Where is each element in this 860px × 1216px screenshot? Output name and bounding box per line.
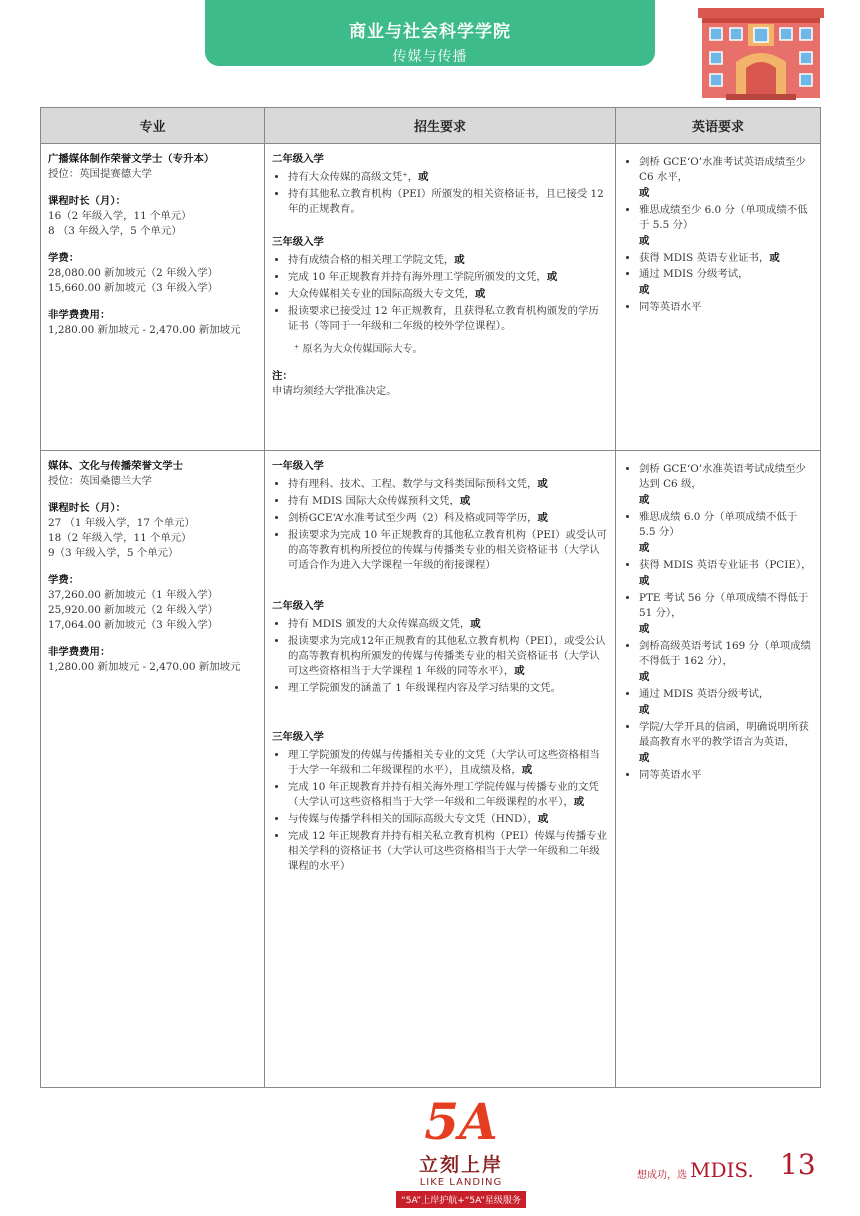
list-item: • 与传媒与传播学科相关的国际高级大专文凭（HND），或 xyxy=(288,812,608,827)
footnote: ⁺ 原名为大众传媒国际大专。 xyxy=(294,344,423,355)
program-name: 广播媒体制作荣誉文学士（专升本） xyxy=(48,153,215,165)
fee-line: 37,260.00 新加坡元（1 年级入学） xyxy=(48,589,219,601)
duration-line: 27 （1 年级入学，17 个单元） xyxy=(48,517,195,529)
fee-label: 学费： xyxy=(48,574,80,586)
nontuition-label: 非学费费用： xyxy=(48,646,111,658)
list-item: • 理工学院颁发的传媒与传播相关专业的文凭（大学认可这些资格相当于大学一年级和二年级课程的水平），且成绩及格，或 xyxy=(288,748,608,778)
list-item: • 剑桥GCE‘A’水准考试至少两（2）科及格或同等学历，或 xyxy=(288,511,608,526)
list-item: • 剑桥 GCE‘O’水准英语考试成绩至少达到 C6 级， 或 xyxy=(639,462,813,508)
fee-line: 25,920.00 新加坡元（2 年级入学） xyxy=(48,604,219,616)
admission-section-heading: 二年级入学 xyxy=(272,600,324,612)
school-building-icon xyxy=(696,4,826,100)
list-item: • 剑桥高级英语考试 169 分（单项成绩不得低于 162 分）， 或 xyxy=(639,639,813,685)
like-landing-logo xyxy=(396,1094,526,1216)
admission-section-heading: 三年级入学 xyxy=(272,236,324,248)
list-item: • 学院/大学开具的信函，明确说明所获最高教育水平的教学语言为英语， 或 xyxy=(639,720,813,766)
list-item: • 报读要求已接受过 12 年正规教育，且获得私立教育机构颁发的学历证书（等同于一年级和二年级的校外学位课程）。 xyxy=(288,304,608,334)
logo-english: LIKE LANDING xyxy=(419,1177,503,1188)
table-row xyxy=(41,451,821,1088)
program-name: 媒体、文化与传播荣誉文学士 xyxy=(48,460,184,472)
admission-list xyxy=(272,748,608,874)
list-item: • 持有理科、技术、工程、数学与文科类国际预科文凭，或 xyxy=(288,477,608,492)
table-row xyxy=(41,144,821,451)
list-item: • 持有其他私立教育机构（PEI）所颁发的相关资格证书，且已接受 12 年的正规教育。 xyxy=(288,187,608,217)
logo-chinese: 立刻上岸 xyxy=(418,1154,503,1176)
list-item: • 获得 MDIS 英语专业证书（PCIE）， 或 xyxy=(639,558,813,589)
column-header-english: 英语要求 xyxy=(616,108,821,144)
list-item: • 雅思成绩至少 6.0 分（单项成绩不低于 5.5 分） 或 xyxy=(639,203,813,249)
note-text: 申请均须经大学批准决定。 xyxy=(272,385,397,397)
school-title: 商业与社会科学学院 xyxy=(349,22,511,42)
admission-section-heading: 三年级入学 xyxy=(272,731,324,743)
duration-label: 课程时长（月）： xyxy=(48,195,126,207)
column-header-program: 专业 xyxy=(41,108,265,144)
header-banner xyxy=(205,0,655,66)
duration-line: 9（3 年级入学，5 个单元） xyxy=(48,547,179,559)
awarding-university: 授位：英国提赛德大学 xyxy=(48,168,152,180)
admission-section-heading: 二年级入学 xyxy=(272,153,324,165)
list-item: • 报读要求为完成12年正规教育的其他私立教育机构（PEI），或受公认的高等教育机构所颁发的传媒与传播类专业的相关资格证书（大学认可这些资格相当于大学课程 1 年级的同等水平），或 xyxy=(288,634,608,679)
nontuition-fee: 1,280.00 新加坡元 - 2,470.00 新加坡元 xyxy=(48,324,241,336)
duration-label: 课程时长（月）： xyxy=(48,502,126,514)
english-list xyxy=(623,155,813,315)
nontuition-fee: 1,280.00 新加坡元 - 2,470.00 新加坡元 xyxy=(48,661,241,673)
list-item: • 报读要求为完成 10 年正规教育的其他私立教育机构（PEI）或受认可的高等教育机构所授位的传媒与传播类专业的相关资格证书（大学认可适合作为进入大学课程一年级的衔接课程） xyxy=(288,528,608,573)
fee-label: 学费： xyxy=(48,252,80,264)
admission-list xyxy=(272,253,608,334)
program-table xyxy=(40,107,821,1088)
program-cell xyxy=(41,144,265,451)
logo-tagline: “5A”上岸护航+“5A”星级服务 xyxy=(396,1191,526,1208)
list-item: • 大众传媒相关专业的国际高级大专文凭，或 xyxy=(288,287,608,302)
list-item: • PTE 考试 56 分（单项成绩不得低于 51 分）， 或 xyxy=(639,591,813,637)
awarding-university: 授位：英国桑德兰大学 xyxy=(48,475,152,487)
english-list xyxy=(623,462,813,783)
brand-name: MDIS. xyxy=(690,1158,754,1182)
list-item: • 持有大众传媒的高级文凭⁺，或 xyxy=(288,170,608,185)
admission-list xyxy=(272,477,608,573)
fee-line: 17,064.00 新加坡元（3 年级入学） xyxy=(48,619,219,631)
duration-line: 16（2 年级入学，11 个单元） xyxy=(48,210,192,222)
logo-mark: 5A xyxy=(424,1092,498,1151)
admission-list xyxy=(272,170,608,217)
admission-section-heading: 一年级入学 xyxy=(272,460,324,472)
list-item: • 完成 10 年正规教育并持有海外理工学院所颁发的文凭，或 xyxy=(288,270,608,285)
list-item: • 雅思成绩 6.0 分（单项成绩不低于 5.5 分） 或 xyxy=(639,510,813,556)
admission-cell xyxy=(265,451,616,1088)
column-header-admission: 招生要求 xyxy=(265,108,616,144)
duration-line: 18（2 年级入学，11 个单元） xyxy=(48,532,192,544)
list-item: • 获得 MDIS 英语专业证书，或 xyxy=(639,251,813,266)
list-item: • 完成 12 年正规教育并持有相关私立教育机构（PEI）传媒与传播专业相关学科的资格证书（大学认可这些资格相当于大学一年级和二年级课程的水平） xyxy=(288,829,608,874)
list-item: • 持有 MDIS 颁发的大众传媒高级文凭，或 xyxy=(288,617,608,632)
admission-list xyxy=(272,617,608,696)
subject-subtitle: 传媒与传播 xyxy=(392,49,468,65)
list-item: • 持有成绩合格的相关理工学院文凭，或 xyxy=(288,253,608,268)
fee-line: 28,080.00 新加坡元（2 年级入学） xyxy=(48,267,219,279)
duration-line: 8 （3 年级入学，5 个单元） xyxy=(48,225,182,237)
table-header-row xyxy=(41,108,821,144)
list-item: • 通过 MDIS 分级考试， 或 xyxy=(639,267,813,298)
list-item: • 剑桥 GCE‘O’水准考试英语成绩至少 C6 水平， 或 xyxy=(639,155,813,201)
english-cell xyxy=(616,144,821,451)
list-item: • 通过 MDIS 英语分级考试， 或 xyxy=(639,687,813,718)
footer-slogan: 想成功，选 xyxy=(637,1170,687,1181)
list-item: • 同等英语水平 xyxy=(639,300,813,315)
list-item: • 理工学院颁发的涵盖了 1 年级课程内容及学习结果的文凭。 xyxy=(288,681,608,696)
admission-cell xyxy=(265,144,616,451)
list-item: • 完成 10 年正规教育并持有相关海外理工学院传媒与传播专业的文凭（大学认可这些资格相当于大学一年级和二年级课程的水平），或 xyxy=(288,780,608,810)
list-item: • 持有 MDIS 国际大众传媒预科文凭，或 xyxy=(288,494,608,509)
page-number: 13 xyxy=(780,1148,816,1181)
fee-line: 15,660.00 新加坡元（3 年级入学） xyxy=(48,282,219,294)
nontuition-label: 非学费费用： xyxy=(48,309,111,321)
note-label: 注： xyxy=(272,370,293,382)
english-cell xyxy=(616,451,821,1088)
program-cell xyxy=(41,451,265,1088)
list-item: • 同等英语水平 xyxy=(639,768,813,783)
